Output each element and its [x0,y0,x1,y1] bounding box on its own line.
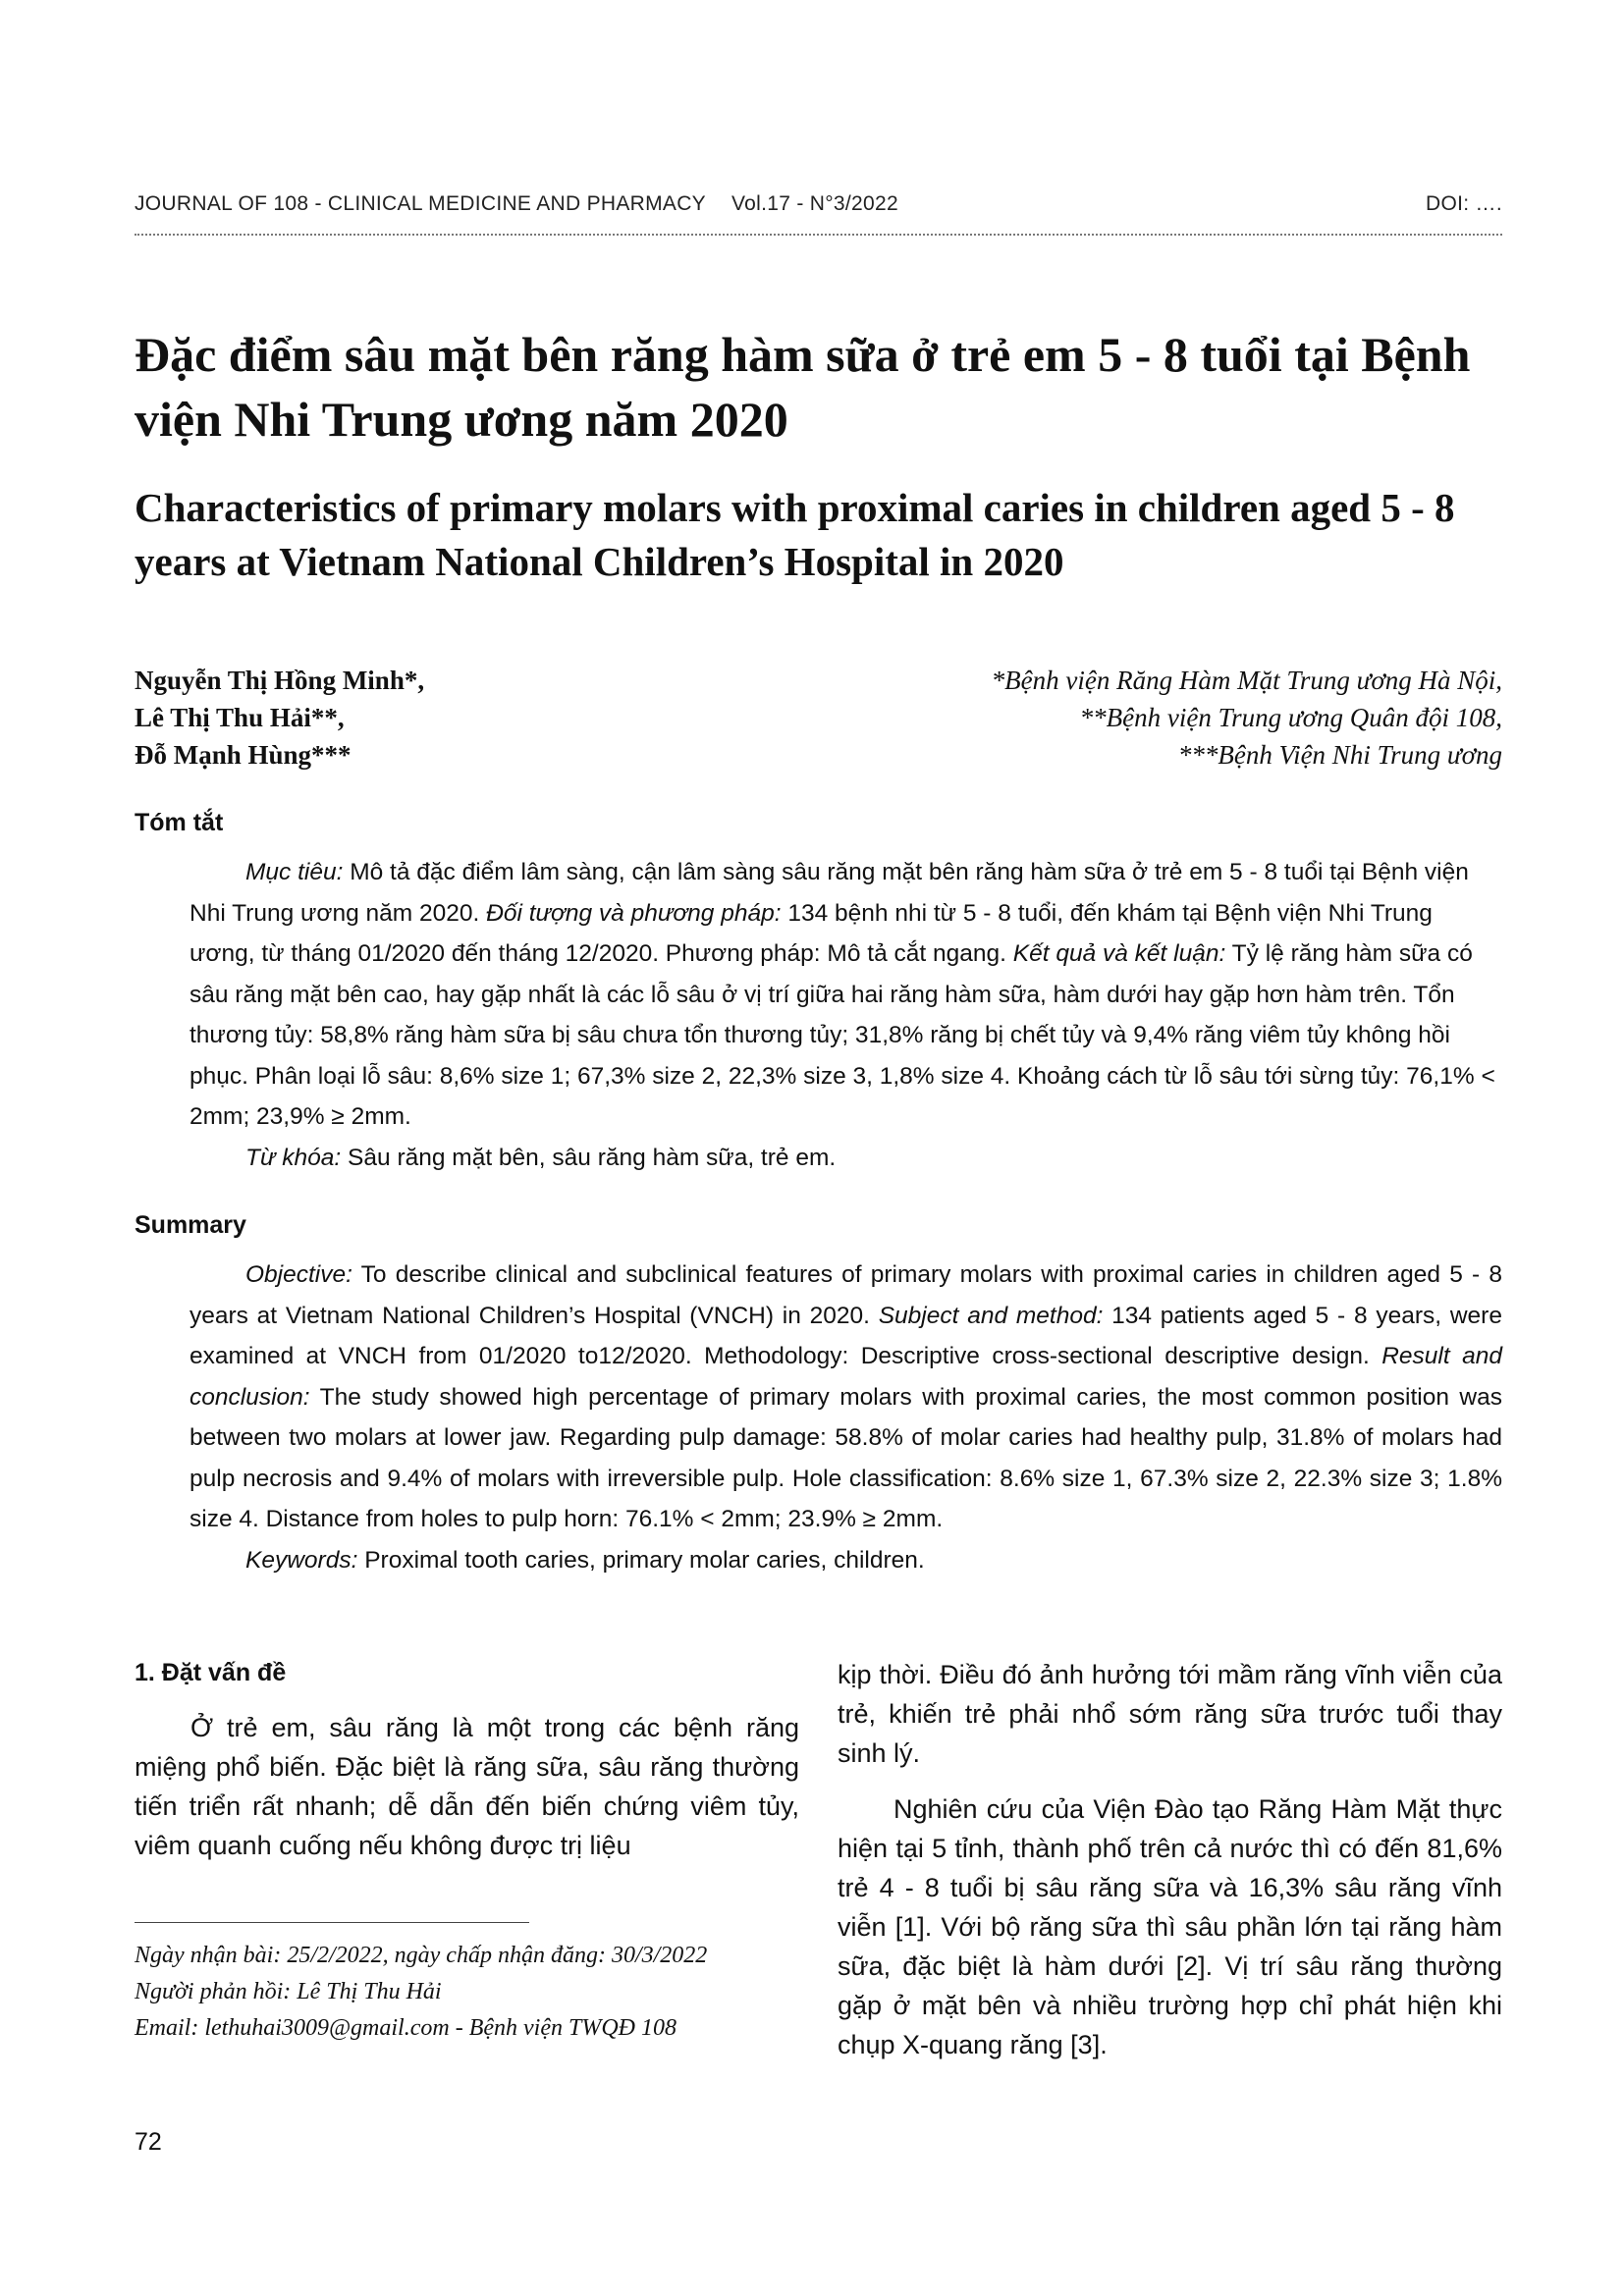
page-number: 72 [135,2128,162,2156]
keywords-vi [189,1138,1502,1179]
header-divider [135,234,1502,236]
title-english: Characteristics of primary molars with proximal caries in children aged 5 - 8 years at Vietnam National Children’s Hospital in 2020 [135,485,1455,584]
result-label: Result and conclusion: [189,1343,1502,1411]
footnote-divider [135,1922,529,1923]
author-name: Đỗ Mạnh Hùng*** [135,740,352,770]
body-paragraph: Ở trẻ em, sâu răng là một trong các bệnh răng miệng phổ biến. Đặc biệt là răng sữa, sâu răng thường tiến triển rất nhanh; dễ dẫn đến biến chứng viêm tủy, viêm quanh cuống nếu không được trị liệu [135,1713,799,1860]
author-name: Nguyễn Thị Hồng Minh*, [135,666,425,695]
journal-volume: Vol.17 - N°3/2022 [731,192,898,215]
footnotes [135,1938,799,2047]
abstract-vi-heading: Tóm tắt [135,809,224,836]
method-text: 134 patients aged 5 - 8 years, were examined at VNCH from 01/2020 to12/2020. Methodology: Descriptive cross-sectional descriptive design. [189,1302,1502,1369]
keywords-label: Từ khóa: [245,1144,342,1171]
section-1-heading: 1. Đặt vấn đề [135,1659,287,1686]
abstract-vi-body [189,852,1502,1138]
abstract-english [189,1255,1502,1580]
objective-label: Mục tiêu: [245,859,344,885]
title-vietnamese: Đặc điểm sâu mặt bên răng hàm sữa ở trẻ em 5 - 8 tuổi tại Bệnh viện Nhi Trung ương năm 2020 [135,327,1471,447]
method-text: 134 bệnh nhi từ 5 - 8 tuổi, đến khám tại Bệnh viện Nhi Trung ương, từ tháng 01/2020 đến tháng 12/2020. Phương pháp: Mô tả cắt ngang. [189,899,1433,967]
footnote-correspondent: Người phản hồi: Lê Thị Thu Hải [135,1979,442,2004]
affiliation: *Bệnh viện Răng Hàm Mặt Trung ương Hà Nội, [991,666,1502,695]
keywords-label: Keywords: [245,1546,358,1574]
method-label: Đối tượng và phương pháp: [486,899,782,927]
body-column-left [135,1708,799,1865]
footnote-received: Ngày nhận bài: 25/2/2022, ngày chấp nhận đăng: 30/3/2022 [135,1943,708,1968]
footnote-email: Email: lethuhai3009@gmail.com - Bệnh viện TWQĐ 108 [135,2015,677,2041]
doi-label: DOI: …. [1426,192,1502,215]
abstract-en-body [189,1255,1502,1540]
running-header [135,192,1502,216]
result-text: The study showed high percentage of primary molars with proximal caries, the most common position was between two molars at lower jaw. Regarding pulp damage: 58.8% of molar caries had healthy pulp, 31.8% of molars had pulp necrosis and 9.4% of molars with irreversible pulp. Hole classification: 8.6% size 1, 67.3% size 2, 22.3% size 3; 1.8% size 4. Distance from holes to pulp horn: 76.1% < 2mm; 23.9% ≥ 2mm. [189,1383,1502,1532]
result-text: Tỷ lệ răng hàm sữa có sâu răng mặt bên cao, hay gặp nhất là các lỗ sâu ở vị trí giữa hai răng hàm sữa, hàm dưới hay gặp hơn hàm trên. Tổn thương tủy: 58,8% răng hàm sữa bị sâu chưa tổn thương tủy; 31,8% răng bị chết tủy và 9,4% răng viêm tủy không hồi phục. Phân loại lỗ sâu: 8,6% size 1; 67,3% size 2, 22,3% size 3, 1,8% size 4. Khoảng cách từ lỗ sâu tới sừng tủy: 76,1% < 2mm; 23,9% ≥ 2mm. [189,940,1495,1130]
abstract-vietnamese [189,852,1502,1178]
body-paragraph: kịp thời. Điều đó ảnh hưởng tới mầm răng vĩnh viễn của trẻ, khiến trẻ phải nhổ sớm răng sữa trước tuổi thay sinh lý. [838,1660,1502,1768]
affiliation: ***Bệnh Viện Nhi Trung ương [1177,740,1502,770]
author-name: Lê Thị Thu Hải**, [135,703,345,732]
keywords-text: Proximal tooth caries, primary molar caries, children. [357,1546,925,1574]
objective-text: To describe clinical and subclinical features of primary molars with proximal caries in children aged 5 - 8 years at Vietnam National Children’s Hospital (VNCH) in 2020. [189,1261,1502,1329]
keywords-en [189,1540,1502,1581]
body-column-right [838,1655,1502,2064]
objective-label: Objective: [245,1261,352,1288]
objective-text: Mô tả đặc điểm lâm sàng, cận lâm sàng sâu răng mặt bên răng hàm sữa ở trẻ em 5 - 8 tuổi tại Bệnh viện Nhi Trung ương năm 2020. [189,859,1469,927]
affiliation: **Bệnh viện Trung ương Quân đội 108, [1079,703,1502,732]
affiliation-list [717,662,1502,774]
method-label: Subject and method: [878,1302,1104,1329]
abstract-en-heading: Summary [135,1211,246,1239]
result-label: Kết quả và kết luận: [1012,940,1226,967]
journal-name: JOURNAL OF 108 - CLINICAL MEDICINE AND PHARMACY [135,192,706,215]
body-paragraph: Nghiên cứu của Viện Đào tạo Răng Hàm Mặt thực hiện tại 5 tỉnh, thành phố trên cả nước thì có đến 81,6% trẻ 4 - 8 tuổi bị sâu răng sữa và 16,3% sâu răng vĩnh viễn [1]. Với bộ răng sữa thì sâu phần lớn tại răng hàm sữa, đặc biệt là hàm dưới [2]. Vị trí sâu răng thường gặp ở mặt bên và nhiều trường hợp chỉ phát hiện khi chụp X-quang răng [3]. [838,1794,1502,2059]
keywords-text: Sâu răng mặt bên, sâu răng hàm sữa, trẻ em. [341,1144,837,1171]
